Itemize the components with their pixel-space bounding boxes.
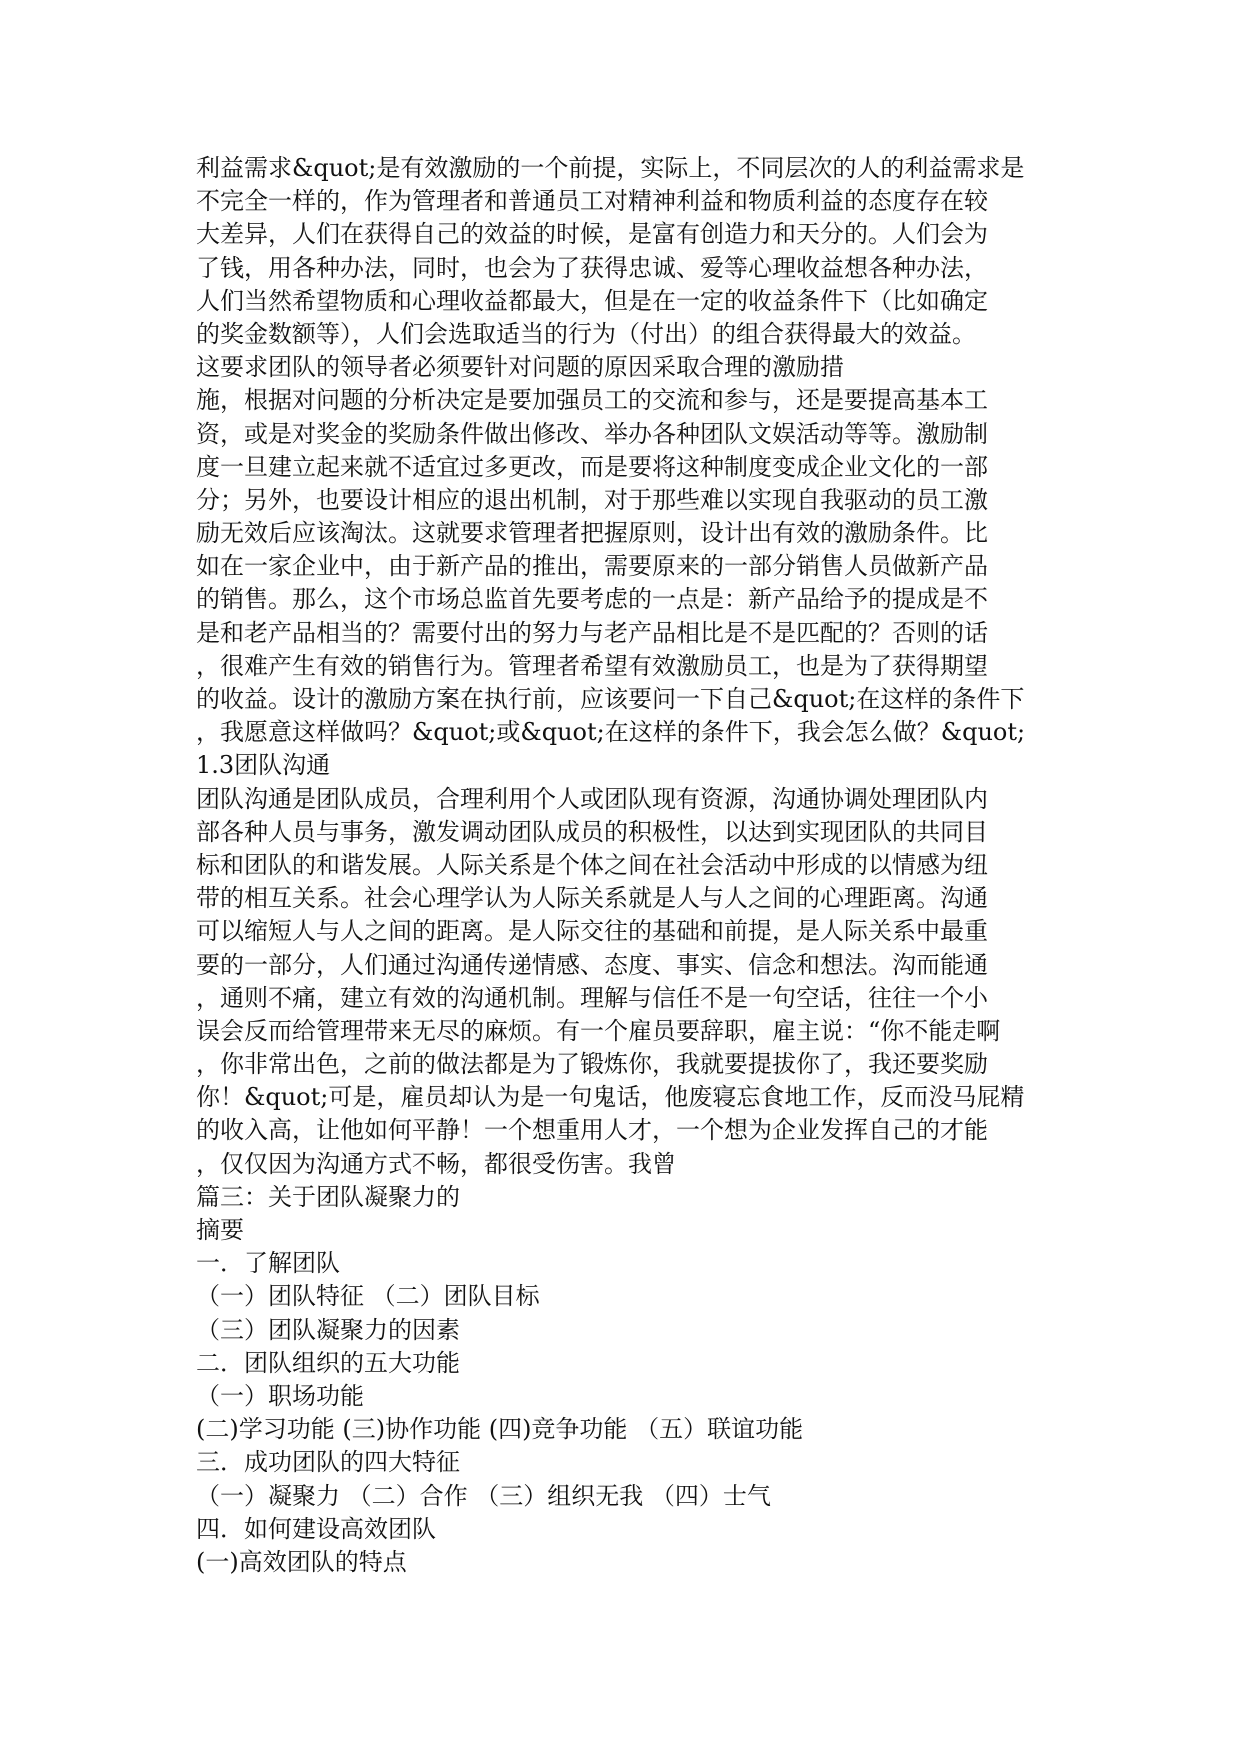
outline-item: 三．成功团队的四大特征 xyxy=(196,1448,460,1477)
text-line: 资，或是对奖金的奖励条件做出修改、举办各种团队文娱活动等等。激励制 xyxy=(196,419,988,448)
text-line: 励无效后应该淘汰。这就要求管理者把握原则，设计出有效的激励条件。比 xyxy=(196,519,988,548)
section-heading: 篇三：关于团队凝聚力的 xyxy=(196,1182,460,1211)
text-line: ，你非常出色，之前的做法都是为了锻炼你，我就要提拔你了，我还要奖励 xyxy=(196,1050,988,1079)
text-line: 了钱，用各种办法，同时，也会为了获得忠诚、爱等心理收益想各种办法， xyxy=(196,253,988,282)
text-line: 如在一家企业中，由于新产品的推出，需要原来的一部分销售人员做新产品 xyxy=(196,552,988,581)
text-line: 误会反而给管理带来无尽的麻烦。有一个雇员要辞职，雇主说：“你不能走啊 xyxy=(196,1016,1001,1045)
text-line: 这要求团队的领导者必须要针对问题的原因采取合理的激励措 xyxy=(196,353,844,382)
text-line: 的收入高，让他如何平静！一个想重用人才，一个想为企业发挥自己的才能 xyxy=(196,1116,988,1145)
outline-item: 四．如何建设高效团队 xyxy=(196,1514,436,1543)
text-line: 要的一部分，人们通过沟通传递情感、态度、事实、信念和想法。沟而能通 xyxy=(196,950,988,979)
text-line: 度一旦建立起来就不适宜过多更改，而是要将这种制度变成企业文化的一部 xyxy=(196,452,988,481)
outline-subitem: (二)学习功能 (三)协作功能 (四)竞争功能 （五）联谊功能 xyxy=(196,1415,804,1444)
section-heading: 1.3团队沟通 xyxy=(196,751,331,780)
document-body xyxy=(196,152,1076,1579)
text-line: ，很难产生有效的销售行为。管理者希望有效激励员工，也是为了获得期望 xyxy=(196,651,988,680)
outline-subitem: (一)高效团队的特点 xyxy=(196,1547,407,1576)
text-line: 标和团队的和谐发展。人际关系是个体之间在社会活动中形成的以情感为纽 xyxy=(196,850,988,879)
outline-subitem: （一）凝聚力 （二）合作 （三）组织无我 （四）士气 xyxy=(196,1481,771,1510)
text-line: 可以缩短人与人之间的距离。是人际交往的基础和前提，是人际关系中最重 xyxy=(196,917,988,946)
outline-item: 一．了解团队 xyxy=(196,1249,340,1278)
text-line: 施，根据对问题的分析决定是要加强员工的交流和参与，还是要提高基本工 xyxy=(196,386,988,415)
text-line: 你！&quot;可是，雇员却认为是一句鬼话，他废寝忘食地工作，反而没马屁精 xyxy=(196,1083,1025,1112)
text-line: 人们当然希望物质和心理收益都最大，但是在一定的收益条件下（比如确定 xyxy=(196,286,988,315)
text-line: 是和老产品相当的？需要付出的努力与老产品相比是不是匹配的？否则的话 xyxy=(196,618,988,647)
text-line: 利益需求&quot;是有效激励的一个前提，实际上，不同层次的人的利益需求是 xyxy=(196,154,1025,182)
text-line: ，通则不痛，建立有效的沟通机制。理解与信任不是一句空话，往往一个小 xyxy=(196,983,988,1012)
text-line: 不完全一样的，作为管理者和普通员工对精神利益和物质利益的态度存在较 xyxy=(196,187,988,216)
text-line: 团队沟通是团队成员，合理利用个人或团队现有资源，沟通协调处理团队内 xyxy=(196,784,988,813)
text-line: ，仅仅因为沟通方式不畅，都很受伤害。我曾 xyxy=(196,1149,676,1178)
text-line: 带的相互关系。社会心理学认为人际关系就是人与人之间的心理距离。沟通 xyxy=(196,884,988,913)
outline-subitem: （三）团队凝聚力的因素 xyxy=(196,1315,460,1344)
text-line: 部各种人员与事务，激发调动团队成员的积极性，以达到实现团队的共同目 xyxy=(196,817,988,846)
outline-subitem: （一）团队特征 （二）团队目标 xyxy=(196,1282,540,1311)
outline-item: 二．团队组织的五大功能 xyxy=(196,1348,460,1377)
text-line: 的奖金数额等），人们会选取适当的行为（付出）的组合获得最大的效益。 xyxy=(196,319,976,348)
text-line: ，我愿意这样做吗？&quot;或&quot;在这样的条件下，我会怎么做？&quot; xyxy=(196,718,1026,747)
text-line: 大差异，人们在获得自己的效益的时候，是富有创造力和天分的。人们会为 xyxy=(196,220,988,249)
text-line: 分；另外，也要设计相应的退出机制，对于那些难以实现自我驱动的员工激 xyxy=(196,485,988,514)
text-line: 的销售。那么，这个市场总监首先要考虑的一点是：新产品给予的提成是不 xyxy=(196,585,988,614)
outline-heading: 摘要 xyxy=(196,1216,244,1244)
text-line: 的收益。设计的激励方案在执行前，应该要问一下自己&quot;在这样的条件下 xyxy=(196,685,1025,713)
outline-subitem: （一）职场功能 xyxy=(196,1381,364,1410)
